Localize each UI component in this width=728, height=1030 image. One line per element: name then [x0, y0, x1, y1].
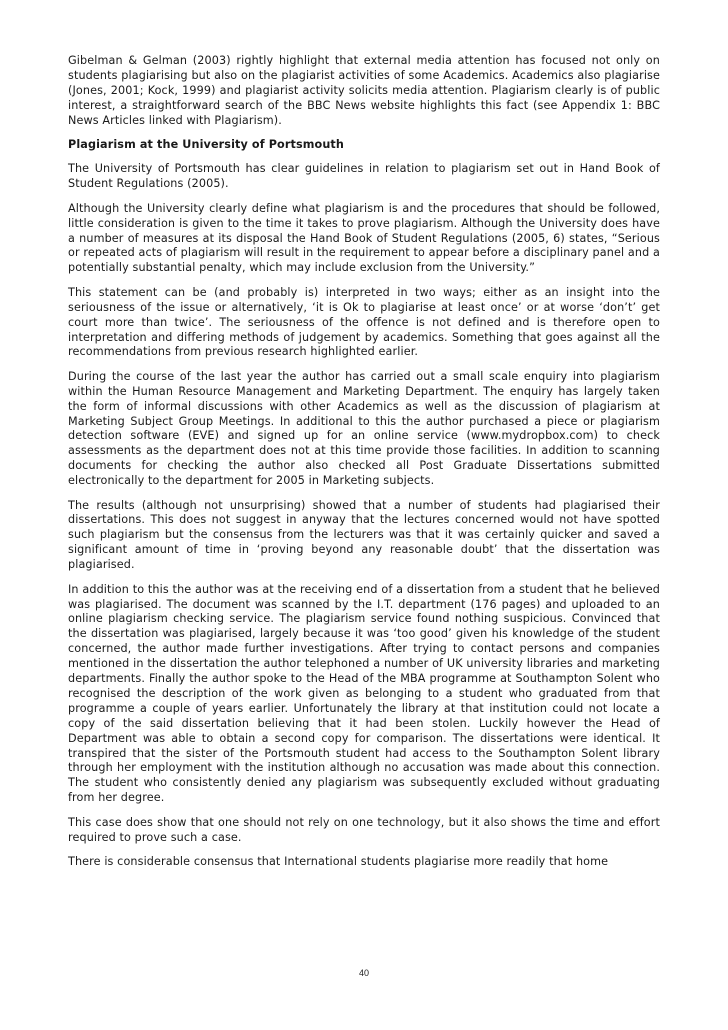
section-heading: Plagiarism at the University of Portsmouth — [68, 138, 344, 152]
document-body — [68, 54, 660, 879]
page-number: 40 — [358, 968, 369, 978]
paragraph-enquiry: During the course of the last year the author has carried out a small scale enquiry into plagiarism within the Human Resource Management and Marketing Department. The enquiry has largely taken the form of informal discussions with other Academics as well as the discussion of plagiarism at Marketing Subject Group Meetings. In additional to this the author purchased a piece or plagiarism detection software (EVE) and signed up for an online service (www.mydropbox.com) to check assessments as the department does not at this time provide those facilities. In addition to scanning documents for checking the author also checked all Post Graduate Dissertations submitted electronically to the department for 2005 in Marketing subjects. — [68, 369, 660, 488]
paragraph-interpretation: This statement can be (and probably is) interpreted in two ways; either as an insight into the seriousness of the issue or alternatively, ‘it is Ok to plagiarise at least once’ or at worse ‘don’t’ get court more than twice’. The seriousness of the offence is not defined and is therefore open to interpretation and differing methods of judgement by academics. Something that goes against all the recommendations from previous research highlighted earlier. — [68, 285, 660, 359]
paragraph-case-conclusion: This case does show that one should not rely on one technology, but it also shows the time and effort required to prove such a case. — [68, 815, 660, 844]
paragraph-regulations: Although the University clearly define what plagiarism is and the procedures that should be followed, little consideration is given to the time it takes to prove plagiarism. Although the University does have a number of measures at its disposal the Hand Book of Student Regulations (2005, 6) states, “Serious or repeated acts of plagiarism will result in the requirement to appear before a disciplinary panel and a potentially substantial penalty, which may include exclusion from the University.” — [68, 201, 660, 275]
paragraph-guidelines: The University of Portsmouth has clear guidelines in relation to plagiarism set out in Hand Book of Student Regulations (2005). — [68, 162, 660, 191]
paragraph-results: The results (although not unsurprising) showed that a number of students had plagiarised their dissertations. This does not suggest in anyway that the lectures concerned would not have spotted such plagiarism but the consensus from the lecturers was that it was certainly quicker and saved a significant amount of time in ‘proving beyond any reasonable doubt’ that the dissertation was plagiarised. — [68, 498, 660, 572]
paragraph-case-study: In addition to this the author was at the receiving end of a dissertation from a student that he believed was plagiarised. The document was scanned by the I.T. department (176 pages) and uploaded to an online plagiarism checking service. The plagiarism service found nothing suspicious. Convinced that the dissertation was plagiarised, largely because it was ‘too good’ given his knowledge of the student concerned, the author made further investigations. After trying to contact persons and companies mentioned in the dissertation the author telephoned a number of UK university libraries and marketing departments. Finally the author spoke to the Head of the MBA programme at Southampton Solent who recognised the description of the work given as belonging to a student who graduated from that programme a couple of years earlier. Unfortunately the library at that institution could not locate a copy of the said dissertation believing that it had been stolen. Luckily however the Head of Department was able to obtain a second copy for comparison. The dissertations were identical. It transpired that the sister of the Portsmouth student had access to the Southampton Solent library through her employment with the institution although no accusation was made about this connection. The student who consistently denied any plagiarism was subsequently excluded without graduating from her degree. — [68, 582, 660, 805]
paragraph-international-students: There is considerable consensus that International students plagiarise more readily that home — [68, 855, 609, 868]
paragraph-media-attention: Gibelman & Gelman (2003) rightly highlight that external media attention has focused not only on students plagiarising but also on the plagiarist activities of some Academics. Academics also plagiarise (Jones, 2001; Kock, 1999) and plagiarist activity solicits media attention. Plagiarism clearly is of public interest, a straightforward search of the BBC News website highlights this fact (see Appendix 1: BBC News Articles linked with Plagiarism). — [68, 54, 660, 127]
